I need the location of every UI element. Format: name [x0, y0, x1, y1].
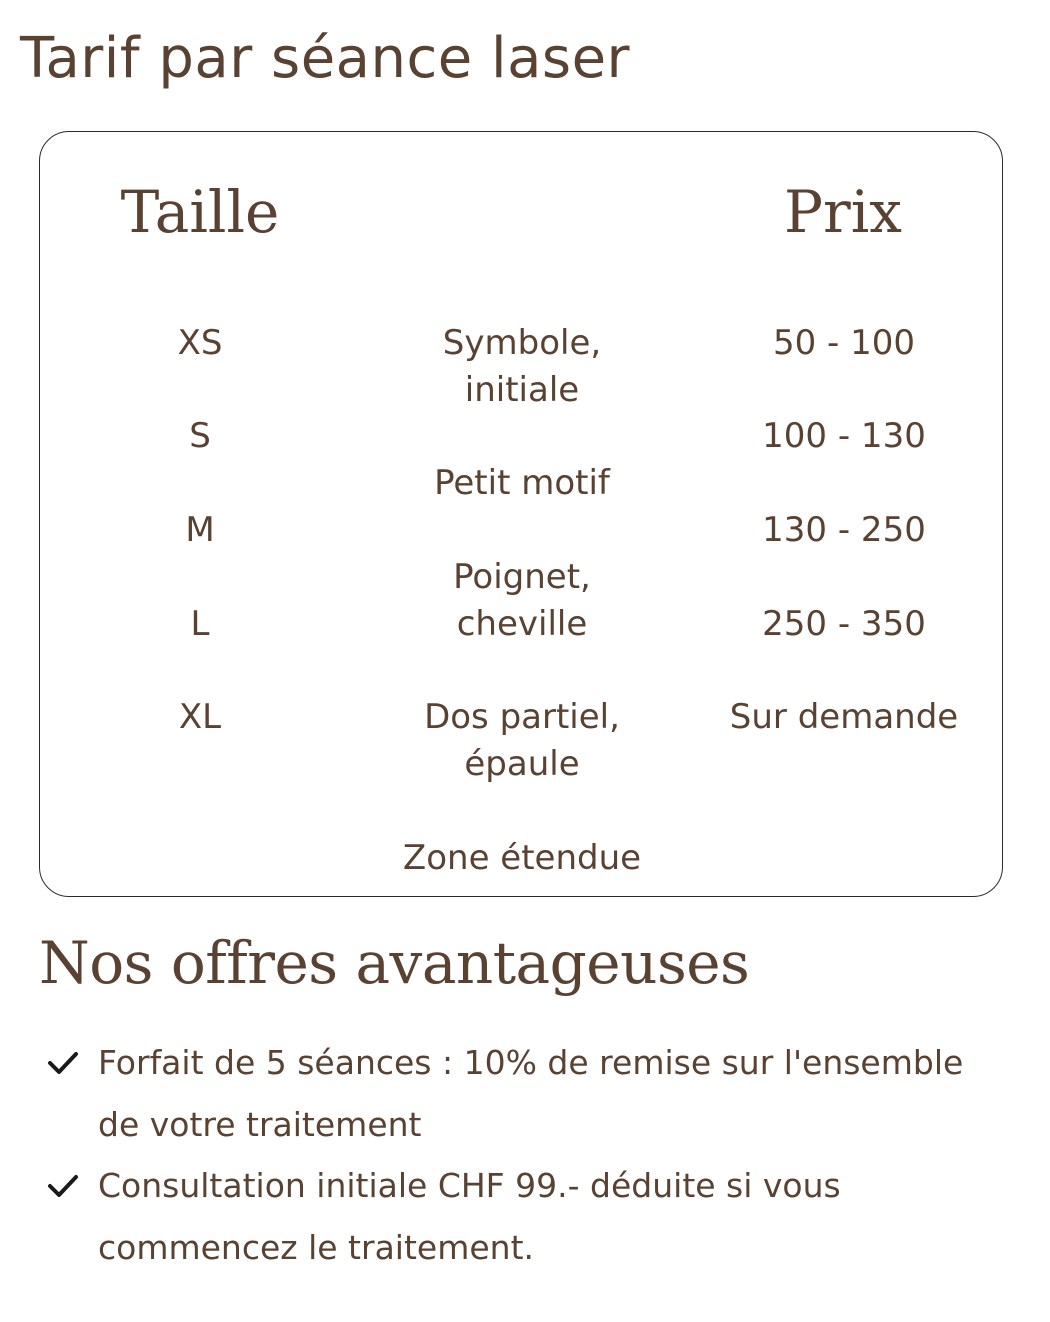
description-line: cheville [456, 604, 588, 644]
description-line: Poignet, [453, 557, 591, 597]
column-header-size: Taille [120, 178, 280, 246]
description-line: Symbole, [442, 323, 602, 363]
column-header-price: Prix [783, 178, 902, 246]
price-xs: 50 - 100 [772, 323, 916, 363]
description-line: Dos partiel, [424, 697, 620, 737]
price-s: 100 - 130 [762, 416, 926, 456]
size-l: L [190, 604, 210, 644]
offers-title: Nos offres avantageuses [39, 929, 750, 997]
check-icon [46, 1171, 80, 1201]
offer-item [44, 1155, 1004, 1278]
description-line: initiale [464, 370, 580, 410]
size-xl: XL [178, 697, 222, 737]
offers-list [44, 1032, 1004, 1278]
description-line: Petit motif [434, 463, 610, 503]
page-title: Tarif par séance laser [20, 26, 631, 91]
price-m: 130 - 250 [762, 510, 926, 550]
offer-text: Consultation initiale CHF 99.- déduite si vous commencez le traitement. [98, 1166, 841, 1267]
offer-item [44, 1032, 1004, 1155]
description-line: épaule [464, 744, 580, 784]
size-xs: XS [177, 323, 223, 363]
check-icon [46, 1048, 80, 1078]
size-s: S [189, 416, 211, 456]
description-line: Zone étendue [402, 838, 642, 878]
price-xl: Sur demande [729, 697, 959, 737]
offer-text: Forfait de 5 séances : 10% de remise sur l'ensemble de votre traitement [98, 1043, 964, 1144]
price-l: 250 - 350 [762, 604, 926, 644]
size-m: M [185, 510, 215, 550]
